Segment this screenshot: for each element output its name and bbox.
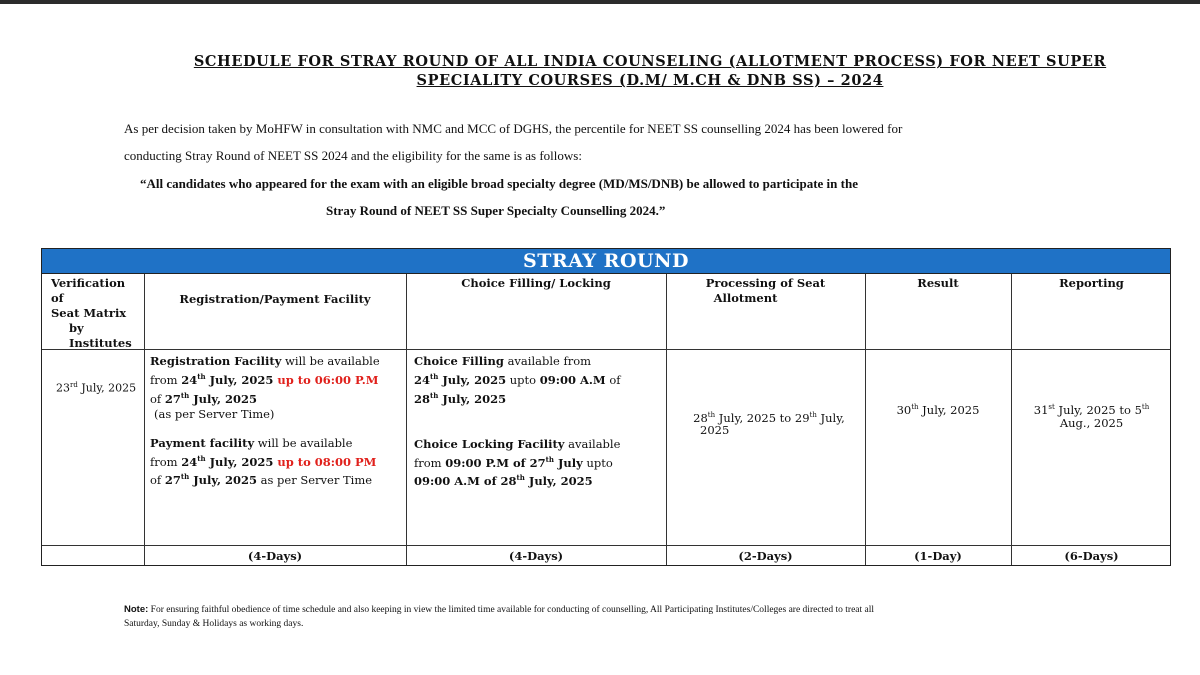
row-divider <box>42 545 1170 546</box>
date-rest: July, <box>816 410 845 425</box>
duration-result: (1-Day) <box>914 549 962 563</box>
date-suffix: th <box>430 390 439 400</box>
quote-line-2: Stray Round of NEET SS Super Specialty Counselling 2024.” <box>326 203 666 218</box>
title-line-1: SCHEDULE FOR STRAY ROUND OF ALL INDIA COUNSELING (ALLOTMENT PROCESS) FOR NEET SUPER <box>193 53 1107 70</box>
choice-filling-line-3 <box>414 388 664 407</box>
payment-facility-label: Payment facility <box>150 435 255 450</box>
date-day: 28 <box>414 391 431 406</box>
reporting-end-date: Aug., 2025 <box>1059 415 1124 430</box>
column-divider <box>144 274 145 565</box>
date-suffix: rd <box>70 381 78 389</box>
duration-choice: (4-Days) <box>508 549 564 563</box>
date-suffix: th <box>707 411 716 419</box>
header-verification-line: Seat Matrix <box>51 306 127 320</box>
date-suffix: th <box>911 403 919 411</box>
date-rest: July, 2025 <box>524 474 593 489</box>
spacer <box>414 407 664 437</box>
duration-processing: (2-Days) <box>738 549 793 563</box>
header-verification-line: Verification <box>51 276 126 290</box>
registration-facility-line-1 <box>150 354 404 369</box>
header-processing <box>666 276 865 306</box>
date-suffix: th <box>430 372 439 381</box>
date-day: 24 <box>414 372 431 387</box>
footnote <box>124 603 1164 631</box>
text-from: from <box>150 372 182 387</box>
date-rest: July, 2025 <box>77 381 137 395</box>
date-day: 30 <box>896 402 912 417</box>
date-day: 24 <box>181 372 198 387</box>
eligibility-quote <box>124 170 1164 224</box>
payment-facility-text: will be available <box>254 435 353 450</box>
header-verification-line: by <box>69 321 84 335</box>
reporting-dates <box>1011 400 1172 431</box>
date-suffix: th <box>1141 403 1150 411</box>
date-range: July, 2025 to 29 <box>715 410 810 425</box>
choice-filling-time: 09:00 A.M <box>539 372 606 387</box>
schedule-table <box>41 248 1171 566</box>
date-day: 27 <box>164 391 181 406</box>
registration-facility-label: Registration Facility <box>150 354 282 368</box>
date-rest: July, 2025 <box>189 391 257 406</box>
text-from: from <box>414 455 446 470</box>
choice-locking-line-1 <box>414 437 664 452</box>
processing-year: 2025 <box>700 422 730 437</box>
date-rest: July, 2025 <box>205 454 274 469</box>
intro-line-2: conducting Stray Round of NEET SS 2024 and the eligibility for the same is as follows: <box>124 148 582 163</box>
footnote-line-2: Saturday, Sunday & Holidays as working days. <box>124 619 304 629</box>
registration-facility-text: will be available <box>281 354 380 368</box>
quote-line-1: “All candidates who appeared for the exam with an eligible broad specialty degree (MD/MS/DNB) be allowed to participate in the <box>140 176 858 191</box>
choice-locking-start: 09:00 P.M of 27 <box>445 455 546 470</box>
text-of: of <box>605 372 621 387</box>
header-reporting: Reporting <box>1059 276 1124 290</box>
choice-filling-text: available from <box>503 354 592 368</box>
top-border-bar <box>0 0 1200 4</box>
payment-facility-line-3 <box>150 469 404 488</box>
date-rest: July, 2025 <box>438 372 507 387</box>
text-from: from <box>150 454 182 469</box>
header-result: Result <box>917 276 959 290</box>
text-upto: upto <box>506 372 540 387</box>
column-divider <box>865 274 866 565</box>
date-day: 23 <box>56 381 70 395</box>
date-rest: July, 2025 <box>438 391 507 406</box>
duration-reporting: (6-Days) <box>1064 549 1119 563</box>
registration-details <box>150 354 404 488</box>
date-rest: July, 2025 <box>205 372 274 387</box>
payment-facility-line-1 <box>150 436 404 451</box>
text-upto: upto <box>582 455 613 470</box>
intro-line-1: As per decision taken by MoHFW in consultation with NMC and MCC of DGHS, the percentile for NEET SS counselling 2024 has been lowered for <box>124 121 903 136</box>
date-rest: July, 2025 <box>189 473 257 488</box>
choice-locking-end: 09:00 A.M of 28 <box>414 474 517 489</box>
date-suffix: st <box>1048 403 1055 411</box>
registration-facility-line-2 <box>150 369 404 388</box>
choice-details <box>414 354 664 489</box>
date-range: July, 2025 to 5 <box>1054 402 1142 417</box>
date-day: 31 <box>1033 402 1049 417</box>
payment-facility-line-2 <box>150 451 404 470</box>
date-suffix: th <box>180 472 190 482</box>
footnote-line-1 <box>124 603 1164 617</box>
header-verification-line: Institutes <box>69 336 132 350</box>
date-suffix: th <box>809 411 817 419</box>
document-title <box>120 52 1180 90</box>
text-of: of <box>150 391 165 406</box>
date-rest: July, 2025 <box>918 402 980 417</box>
payment-deadline-red: up to 08:00 PM <box>273 454 377 469</box>
spacer <box>150 422 404 436</box>
choice-filling-line-1 <box>414 354 664 369</box>
choice-locking-line-2 <box>414 452 664 471</box>
column-divider <box>666 274 667 565</box>
header-registration: Registration/Payment Facility <box>179 292 371 306</box>
date-day: 28 <box>693 410 708 425</box>
intro-paragraph <box>124 115 1164 169</box>
header-processing-line: Allotment <box>713 291 778 305</box>
date-day: 27 <box>164 473 181 488</box>
choice-filling-line-2 <box>414 369 664 388</box>
date-suffix: th <box>197 372 206 381</box>
column-divider <box>406 274 407 565</box>
payment-server-time-note: as per Server Time <box>256 473 373 488</box>
choice-locking-label: Choice Locking Facility <box>414 436 565 451</box>
date-suffix: th <box>516 473 525 483</box>
row-divider <box>42 349 1170 350</box>
registration-facility-line-3 <box>150 388 404 407</box>
date-day: 24 <box>181 454 198 469</box>
header-choice: Choice Filling/ Locking <box>461 276 611 290</box>
text-of: of <box>150 473 165 488</box>
verification-date <box>56 378 146 396</box>
table-grid <box>42 274 1170 565</box>
header-verification <box>45 276 141 351</box>
choice-locking-line-3 <box>414 470 664 489</box>
title-line-2: SPECIALITY COURSES (D.M/ M.CH & DNB SS) – 2024 <box>416 72 884 89</box>
processing-dates <box>674 408 864 438</box>
date-rest: July <box>553 455 583 470</box>
choice-locking-text: available <box>564 436 621 451</box>
result-date <box>865 400 1011 418</box>
footnote-text: For ensuring faithful obedience of time schedule and also keeping in view the limited time available for conducting of counselling, All Participating Institutes/Colleges are directed to treat all <box>148 605 875 615</box>
registration-deadline-red: up to 06:00 P.M <box>273 372 379 387</box>
date-suffix: th <box>197 453 206 463</box>
choice-filling-label: Choice Filling <box>414 354 504 368</box>
table-banner: STRAY ROUND <box>42 249 1170 274</box>
header-processing-line: Processing of Seat <box>705 276 826 290</box>
duration-registration: (4-Days) <box>247 549 303 563</box>
registration-server-time-note: (as per Server Time) <box>154 406 275 421</box>
footnote-label: Note: <box>124 604 149 615</box>
header-verification-line: of <box>51 291 64 305</box>
date-suffix: th <box>180 390 190 400</box>
date-suffix: th <box>545 454 554 464</box>
